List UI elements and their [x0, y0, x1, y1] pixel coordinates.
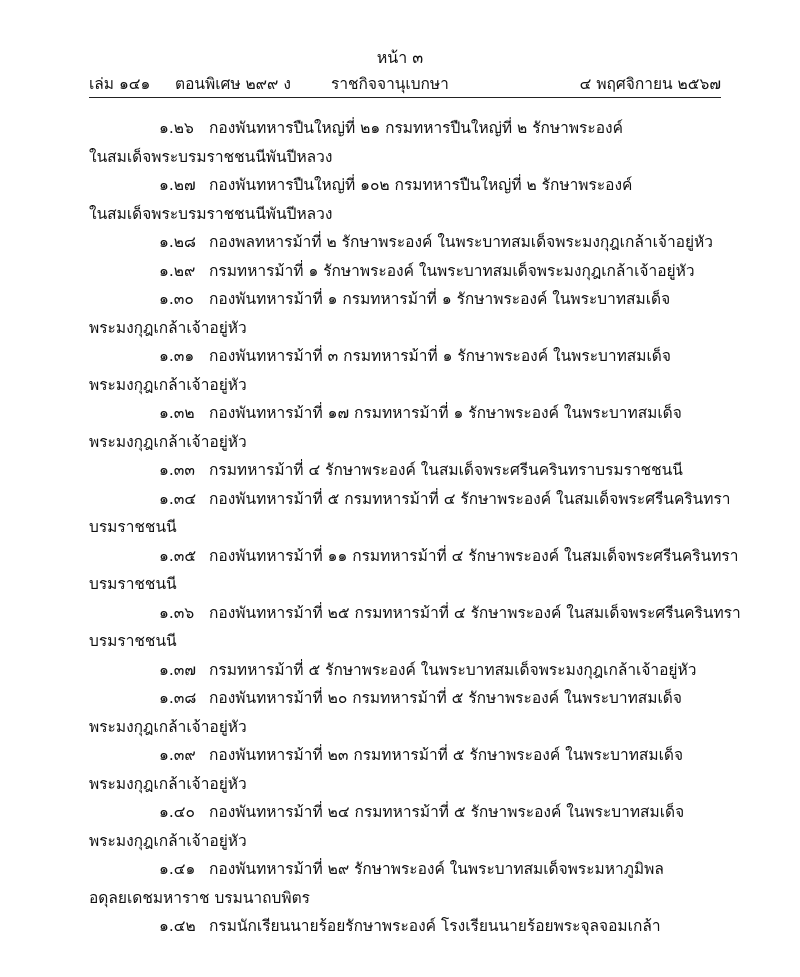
entry-text: กองพันทหารม้าที่ ๑๗ กรมทหารม้าที่ ๑ รักษาพระองค์ ในพระบาทสมเด็จ [209, 404, 682, 422]
entry-text: กองพันทหารม้าที่ ๓ กรมทหารม้าที่ ๑ รักษาพระองค์ ในพระบาทสมเด็จ [209, 347, 671, 365]
header-volume: เล่ม ๑๔๑ [89, 75, 151, 93]
list-item [89, 684, 721, 741]
entry-text: กรมทหารม้าที่ ๑ รักษาพระองค์ ในพระบาทสมเด็จพระมงกุฎเกล้าเจ้าอยู่หัว [209, 261, 695, 280]
entry-text: กองพันทหารปืนใหญ่ที่ ๒๑ กรมทหารปืนใหญ่ที่ ๒ รักษาพระองค์ [209, 119, 623, 137]
entry-first-line [89, 912, 721, 941]
header-divider [89, 97, 721, 98]
document-body [89, 114, 741, 941]
entry-number: ๑.๒๗ [159, 176, 196, 194]
entry-number: ๑.๓๗ [159, 660, 197, 679]
list-item [89, 456, 721, 485]
entry-continuation: พระมงกุฎเกล้าเจ้าอยู่หัว [89, 831, 247, 850]
entry-first-line [89, 342, 721, 371]
list-item [89, 485, 731, 542]
entry-first-line [89, 285, 721, 314]
entry-text: กรมทหารม้าที่ ๕ รักษาพระองค์ ในพระบาทสมเด็จพระมงกุฎเกล้าเจ้าอยู่หัว [209, 660, 697, 679]
entry-text: กรมทหารม้าที่ ๔ รักษาพระองค์ ในสมเด็จพระศรีนครินทราบรมราชชนนี [209, 461, 683, 479]
list-item [89, 171, 721, 228]
entry-text: กองพันทหารม้าที่ ๒๔ กรมทหารม้าที่ ๕ รักษาพระองค์ ในพระบาทสมเด็จ [209, 803, 685, 821]
entry-number: ๑.๓๑ [159, 347, 195, 365]
entry-text: กองพันทหารม้าที่ ๒๕ กรมทหารม้าที่ ๔ รักษาพระองค์ ในสมเด็จพระศรีนครินทรา [209, 603, 741, 622]
entry-first-line [89, 798, 721, 827]
entry-text: กองพันทหารม้าที่ ๕ กรมทหารม้าที่ ๔ รักษาพระองค์ ในสมเด็จพระศรีนครินทรา [209, 489, 731, 508]
entry-first-line [89, 656, 721, 685]
entry-first-line [89, 399, 721, 428]
entry-number: ๑.๓๔ [159, 489, 197, 508]
entry-number: ๑.๔๒ [159, 917, 196, 935]
list-item [89, 114, 721, 171]
list-item [89, 285, 721, 342]
entry-first-line [89, 257, 721, 286]
entry-first-line [89, 542, 739, 571]
entry-text: กองพันทหารม้าที่ ๑๑ กรมทหารม้าที่ ๔ รักษาพระองค์ ในสมเด็จพระศรีนครินทรา [209, 546, 739, 565]
entry-first-line [89, 684, 721, 713]
entry-text: กองพันทหารม้าที่ ๒๙ รักษาพระองค์ ในพระบาทสมเด็จพระมหาภูมิพล [209, 860, 664, 878]
entry-first-line [89, 171, 721, 200]
list-item [89, 599, 741, 656]
list-item [89, 542, 739, 599]
entry-text: กองพันทหารม้าที่ ๑ กรมทหารม้าที่ ๑ รักษาพระองค์ ในพระบาทสมเด็จ [209, 290, 671, 308]
entry-first-line [89, 485, 731, 514]
list-item [89, 257, 721, 286]
entry-continuation: ในสมเด็จพระบรมราชชนนีพันปีหลวง [89, 204, 333, 223]
entry-first-line [89, 114, 721, 143]
list-item [89, 656, 721, 685]
entry-continuation: บรมราชชนนี [89, 575, 177, 593]
list-item [89, 798, 721, 855]
entry-number: ๑.๒๘ [159, 233, 196, 251]
entry-continuation: อดุลยเดชมหาราช บรมนาถบพิตร [89, 888, 310, 907]
list-item [89, 228, 721, 257]
entry-number: ๑.๒๙ [159, 261, 196, 280]
entry-continuation: บรมราชชนนี [89, 632, 177, 650]
entry-first-line [89, 228, 721, 257]
entry-number: ๑.๓๖ [159, 603, 195, 622]
entry-continuation: พระมงกุฎเกล้าเจ้าอยู่หัว [89, 432, 247, 451]
entry-continuation: ในสมเด็จพระบรมราชชนนีพันปีหลวง [89, 147, 333, 166]
entry-first-line [89, 599, 741, 628]
entry-number: ๑.๓๐ [159, 290, 194, 308]
list-item [89, 912, 721, 941]
gazette-header [89, 71, 721, 95]
entry-continuation: พระมงกุฎเกล้าเจ้าอยู่หัว [89, 774, 247, 793]
entry-text: กองพันทหารม้าที่ ๒๐ กรมทหารม้าที่ ๕ รักษาพระองค์ ในพระบาทสมเด็จ [209, 689, 682, 707]
entry-text: กองพันทหารม้าที่ ๒๓ กรมทหารม้าที่ ๕ รักษาพระองค์ ในพระบาทสมเด็จ [209, 746, 684, 764]
entry-continuation: พระมงกุฎเกล้าเจ้าอยู่หัว [89, 375, 247, 394]
entry-number: ๑.๓๒ [159, 404, 195, 422]
entry-text: กองพลทหารม้าที่ ๒ รักษาพระองค์ ในพระบาทสมเด็จพระมงกุฎเกล้าเจ้าอยู่หัว [209, 233, 713, 251]
entry-number: ๑.๓๓ [159, 461, 195, 479]
entry-number: ๑.๔๐ [159, 803, 195, 821]
list-item [89, 342, 721, 399]
list-item [89, 399, 721, 456]
entry-first-line [89, 741, 721, 770]
entry-number: ๑.๒๖ [159, 119, 194, 137]
header-date: ๔ พฤศจิกายน ๒๕๖๗ [579, 75, 721, 93]
entry-number: ๑.๓๕ [159, 546, 197, 565]
entry-number: ๑.๔๑ [159, 860, 196, 878]
page-number: หน้า ๓ [376, 48, 424, 67]
header-gazette-name: ราชกิจจานุเบกษา [331, 75, 449, 93]
entry-number: ๑.๓๘ [159, 689, 197, 707]
list-item [89, 741, 721, 798]
entry-number: ๑.๓๙ [159, 746, 196, 764]
entry-text: กรมนักเรียนนายร้อยรักษาพระองค์ โรงเรียนนายร้อยพระจุลจอมเกล้า [209, 917, 661, 935]
entry-continuation: พระมงกุฎเกล้าเจ้าอยู่หัว [89, 717, 247, 736]
list-item [89, 855, 721, 912]
entry-first-line [89, 855, 721, 884]
entry-continuation: บรมราชชนนี [89, 518, 177, 536]
header-issue: ตอนพิเศษ ๒๙๙ ง [175, 75, 291, 93]
entry-first-line [89, 456, 721, 485]
entry-continuation: พระมงกุฎเกล้าเจ้าอยู่หัว [89, 318, 247, 337]
entry-text: กองพันทหารปืนใหญ่ที่ ๑๐๒ กรมทหารปืนใหญ่ที่ ๒ รักษาพระองค์ [209, 176, 633, 194]
